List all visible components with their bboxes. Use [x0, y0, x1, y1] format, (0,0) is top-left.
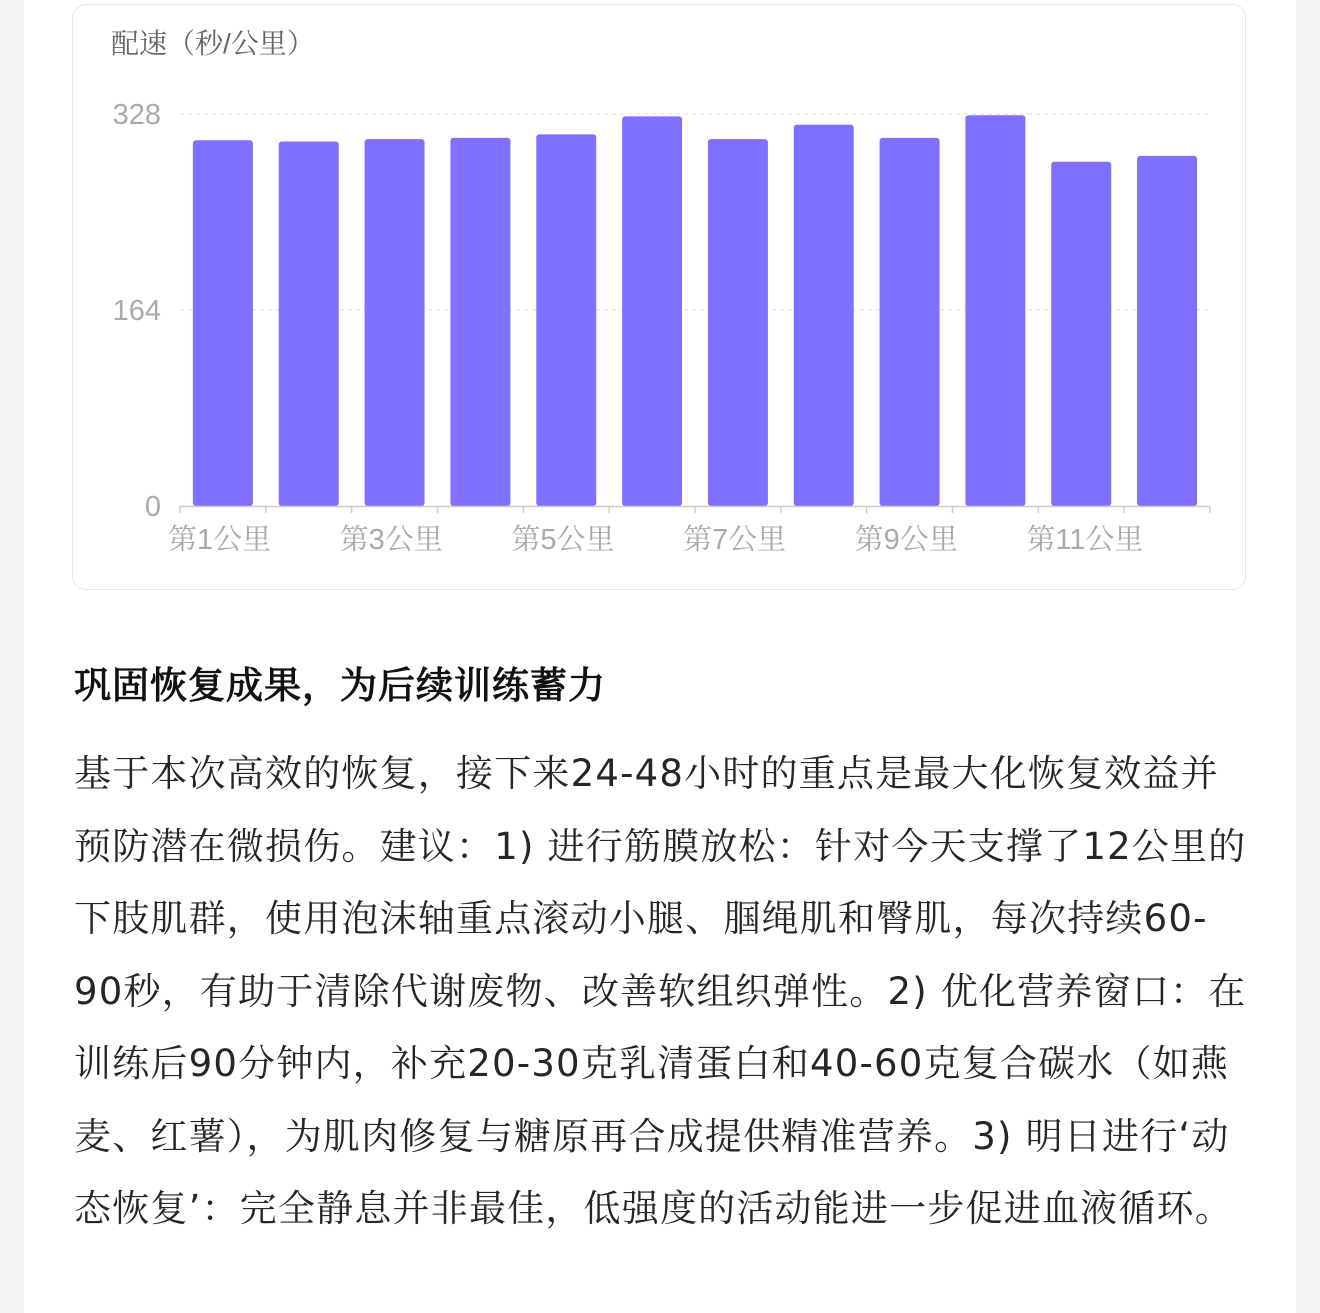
- bar-第10公里: [965, 115, 1025, 506]
- bar-第9公里: [880, 138, 940, 506]
- bar-第4公里: [450, 138, 510, 506]
- bar-第12公里: [1137, 156, 1197, 506]
- bar-第11公里: [1051, 162, 1111, 506]
- x-tick-label: 第9公里: [854, 524, 958, 556]
- bar-第1公里: [193, 140, 253, 506]
- y-axis-label: 配速（秒/公里）: [111, 28, 315, 59]
- bar-第3公里: [365, 139, 425, 506]
- bar-第5公里: [536, 134, 596, 506]
- x-tick-label: 第7公里: [683, 524, 787, 556]
- pace-chart-card: [72, 4, 1246, 590]
- bar-第7公里: [708, 139, 768, 506]
- x-tick-label: 第11公里: [1026, 524, 1144, 556]
- recovery-advice-paragraph: 基于本次高效的恢复，接下来24-48小时的重点是最大化恢复效益并预防潜在微损伤。建议：1) 进行筋膜放松：针对今天支撑了12公里的下肢肌群，使用泡沫轴重点滚动小腿、腘绳肌和臀肌，每次持续60-90秒，有助于清除代谢废物、改善软组织弹性。2) 优化营养窗口：在训练后90分钟内，补充20-30克乳清蛋白和40-60克复合碳水（如燕麦、红薯），为肌肉修复与糖原再合成提供精准营养。3) 明日进行‘动态恢复’：完全静息并非最佳，低强度的活动能进一步促进血液循环。: [74, 752, 1247, 1230]
- x-tick-label: 第1公里: [168, 524, 272, 556]
- section-title: 巩固恢复成果，为后续训练蓄力: [74, 664, 606, 707]
- y-tick-label: 328: [112, 99, 161, 131]
- x-tick-label: 第3公里: [339, 524, 443, 556]
- bar-第8公里: [794, 125, 854, 506]
- page: [24, 0, 1296, 1313]
- pace-bar-chart: [73, 5, 1247, 591]
- bar-第2公里: [279, 141, 339, 506]
- x-tick-label: 第5公里: [511, 524, 615, 556]
- y-tick-label: 0: [144, 491, 161, 523]
- y-tick-label: 164: [112, 295, 161, 327]
- bar-第6公里: [622, 116, 682, 506]
